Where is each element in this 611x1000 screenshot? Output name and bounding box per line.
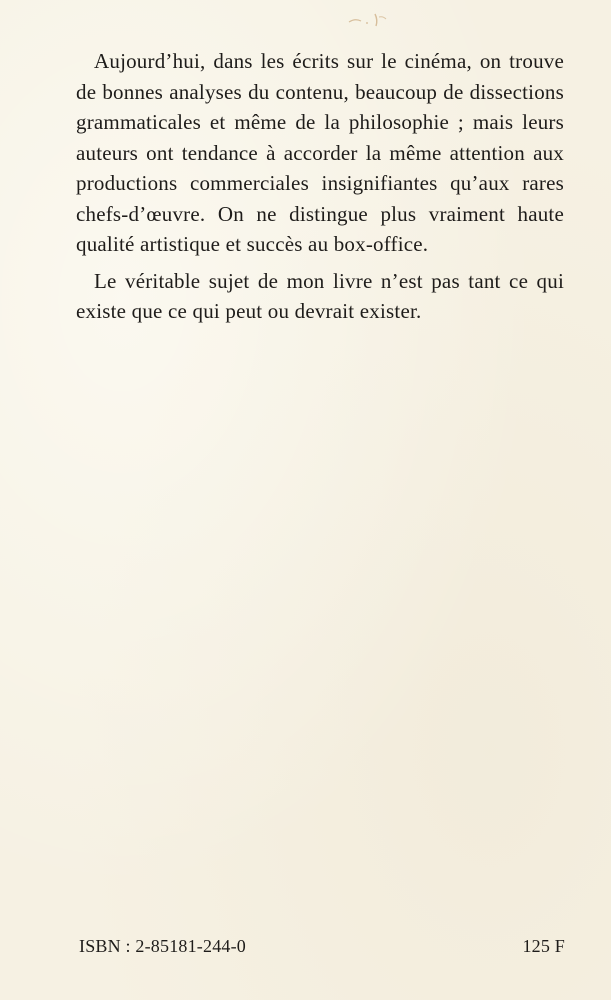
back-cover-blurb — [76, 46, 564, 333]
price-label: 125 F — [522, 936, 565, 956]
paper-stain-mark — [345, 8, 405, 30]
blurb-paragraph-2: Le véritable sujet de mon livre n’est pas tant ce qui existe que ce qui peut ou devrait exister. — [76, 268, 564, 323]
blurb-paragraph-1: Aujourd’hui, dans les écrits sur le cinéma, on trouve de bonnes analyses du contenu, beaucoup de dissections grammaticales et même de la philosophie ; mais leurs auteurs ont tendance à accorder la même attention aux productions commerciales insignifiantes qu’aux rares chefs-d’œuvre. On ne distingue plus vraiment haute qualité artistique et succès au box-office. — [76, 49, 564, 256]
isbn-number: ISBN : 2-85181-244-0 — [79, 936, 246, 956]
